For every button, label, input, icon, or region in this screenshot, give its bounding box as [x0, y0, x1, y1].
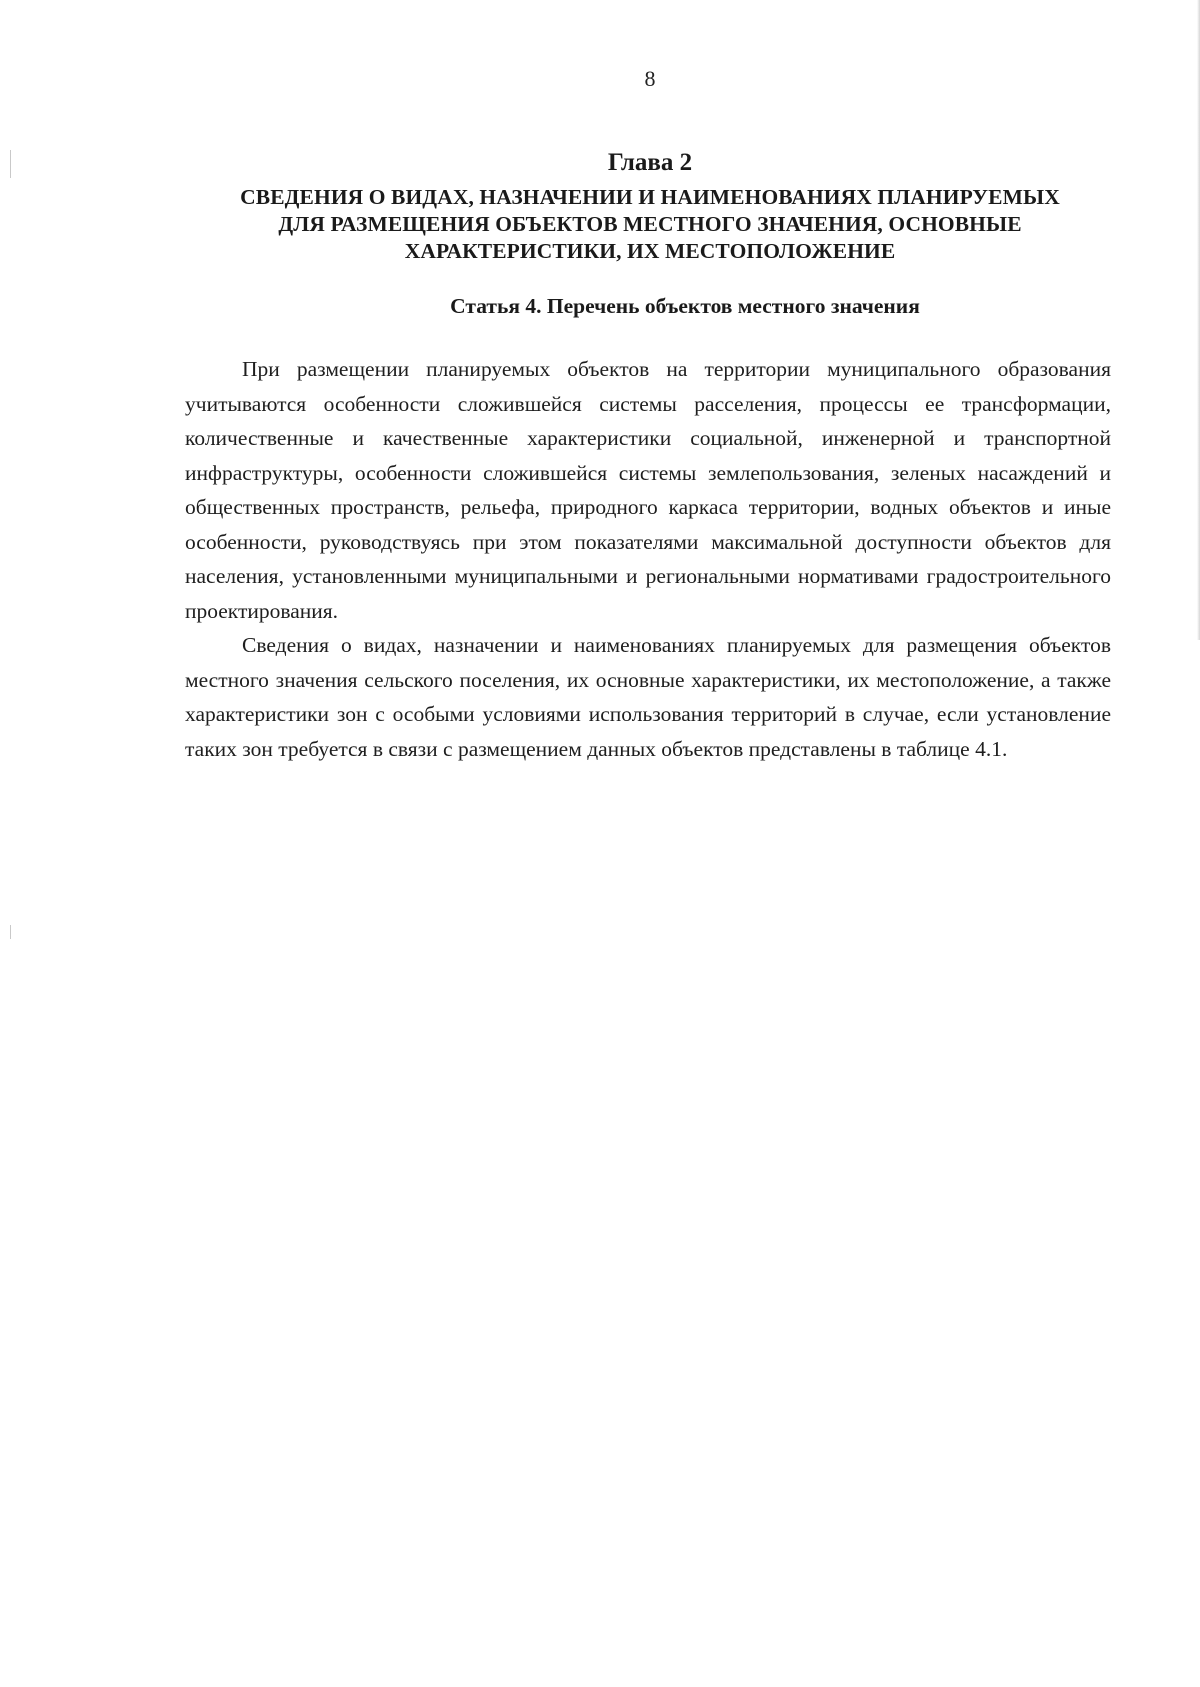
body-text	[185, 352, 1111, 766]
chapter-subtitle-line-3: ХАРАКТЕРИСТИКИ, ИХ МЕСТОПОЛОЖЕНИЕ	[404, 239, 896, 263]
page-number: 8	[644, 66, 656, 91]
paragraph: При размещении планируемых объектов на территории муниципального образования учитываются особенности сложившейся системы расселения, процессы ее трансформации, количественные и качественные характеристики социальной, инженерной и транспортной инфраструктуры, особенности сложившейся системы землепользования, зеленых насаждений и общественных пространств, рельефа, природного каркаса территории, водных объектов и иные особенности, руководствуясь при этом показателями максимальной доступности объектов для населения, установленными муниципальными и региональными нормативами градостроительного проектирования.	[185, 357, 1111, 623]
paragraph: Сведения о видах, назначении и наименованиях планируемых для размещения объектов местного значения сельского поселения, их основные характеристики, их местоположение, а также характеристики зон с особыми условиями использования территорий в случае, если установление таких зон требуется в связи с размещением данных объектов представлены в таблице 4.1.	[185, 633, 1111, 761]
article-title: Статья 4. Перечень объектов местного значения	[450, 294, 920, 318]
scan-mark	[10, 925, 11, 939]
scan-mark	[10, 150, 11, 178]
chapter-title: Глава 2	[607, 149, 693, 176]
chapter-subtitle-line-1: СВЕДЕНИЯ О ВИДАХ, НАЗНАЧЕНИИ И НАИМЕНОВАНИЯХ ПЛАНИРУЕМЫХ	[240, 185, 1060, 209]
chapter-subtitle-line-2: ДЛЯ РАЗМЕЩЕНИЯ ОБЪЕКТОВ МЕСТНОГО ЗНАЧЕНИЯ, ОСНОВНЫЕ	[278, 212, 1022, 236]
chapter-heading	[180, 148, 1120, 265]
